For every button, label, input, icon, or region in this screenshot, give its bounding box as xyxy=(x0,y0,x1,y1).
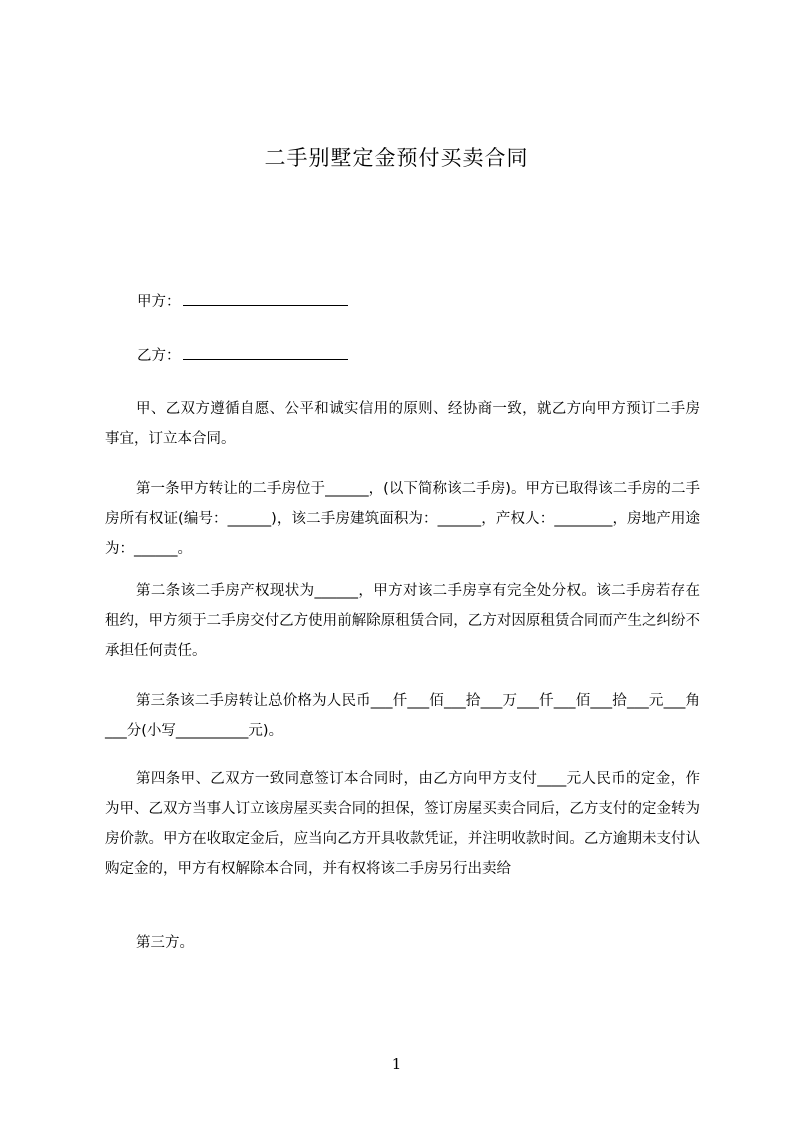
party-a-line xyxy=(137,290,348,312)
paragraph-article-4: 第四条甲、乙双方一致同意签订本合同时，由乙方向甲方支付____元人民币的定金，作为甲、乙双方当事人订立该房屋买卖合同的担保，签订房屋买卖合同后，乙方支付的定金转为房价款。甲方在收取定金后，应当向乙方开具收款凭证，并注明收款时间。乙方逾期未支付认购定金的，甲方有权解除本合同，并有权将该二手房另行出卖给 xyxy=(105,771,700,877)
paragraph-article-3: 第三条该二手房转让总价格为人民币___仟___佰___拾___万___仟___佰___拾___元___角___分(小写__________元)。 xyxy=(105,693,700,739)
paragraph-preamble: 甲、乙双方遵循自愿、公平和诚实信用的原则、经协商一致，就乙方向甲方预订二手房事宜，订立本合同。 xyxy=(105,401,700,447)
party-a-label: 甲方： xyxy=(137,294,181,310)
party-a-blank xyxy=(183,290,348,306)
party-b-blank xyxy=(183,344,348,360)
party-b-line xyxy=(137,344,348,366)
document-title: 二手别墅定金预付买卖合同 xyxy=(264,146,529,170)
paragraph-article-1: 第一条甲方转让的二手房位于______，(以下简称该二手房)。甲方已取得该二手房的二手房所有权证(编号：______)，该二手房建筑面积为：______，产权人：________，房地产用途为：______。 xyxy=(105,481,700,557)
paragraph-article-2: 第二条该二手房产权现状为______，甲方对该二手房享有完全处分权。该二手房若存在租约，甲方须于二手房交付乙方使用前解除原租赁合同，乙方对因原租赁合同而产生之纠纷不承担任何责任。 xyxy=(105,583,700,659)
paragraph-continuation: 第三方。 xyxy=(136,935,194,951)
party-b-label: 乙方： xyxy=(137,348,181,364)
page-number: 1 xyxy=(391,1055,402,1073)
